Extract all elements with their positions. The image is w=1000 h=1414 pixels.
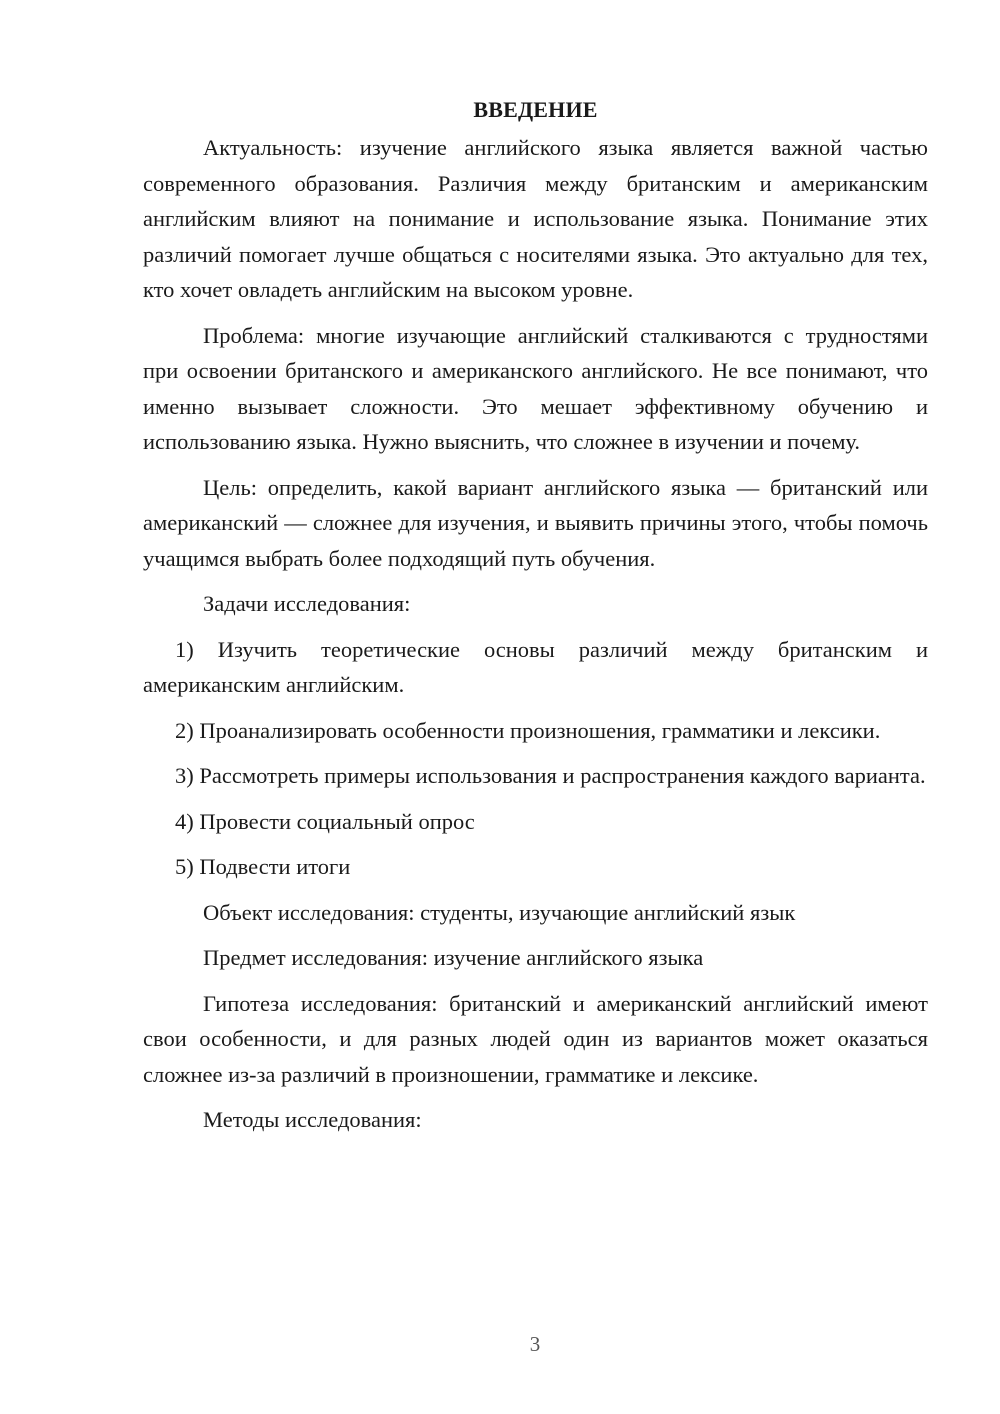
task-item-1: 1) Изучить теоретические основы различий между британским и американским английским. [143, 636, 928, 697]
relevance-paragraph: Актуальность: изучение английского языка является важной частью современного образования. Различия между британским и американским английским влияют на понимание и использование языка. Понимание этих различий помогает лучше общаться с носителями языка. Это актуально для тех, кто хочет овладеть английским на высоком уровне. [143, 135, 928, 302]
task-item-3: 3) Рассмотреть примеры использования и распространения каждого варианта. [175, 763, 926, 788]
problem-paragraph: Проблема: многие изучающие английский сталкиваются с трудностями при освоении британского и американского английского. Не все понимают, что именно вызывает сложности. Это мешает эффективному обучению и использованию языка. Нужно выяснить, что сложнее в изучении и почему. [143, 322, 928, 454]
research-subject: Предмет исследования: изучение английского языка [203, 945, 704, 970]
task-item-5: 5) Подвести итоги [175, 854, 351, 879]
tasks-heading: Задачи исследования: [203, 591, 411, 616]
page-title: ВВЕДЕНИЕ [473, 97, 598, 122]
task-item-2: 2) Проанализировать особенности произношения, грамматики и лексики. [175, 717, 881, 743]
hypothesis-paragraph: Гипотеза исследования: британский и американский английский имеют свои особенности, и для разных людей один из вариантов может оказаться сложнее из-за различий в произношении, грамматике и лексике. [143, 990, 928, 1087]
task-item-4: 4) Провести социальный опрос [175, 808, 475, 834]
document-page [143, 92, 928, 1148]
methods-heading: Методы исследования: [203, 1107, 422, 1132]
tasks-list [143, 632, 928, 885]
page-number: 3 [529, 1332, 541, 1356]
goal-paragraph: Цель: определить, какой вариант английского языка — британский или американский — сложнее для изучения, и выявить причины этого, чтобы помочь учащимся выбрать более подходящий путь обучения. [143, 474, 928, 571]
research-object: Объект исследования: студенты, изучающие английский язык [203, 899, 796, 925]
